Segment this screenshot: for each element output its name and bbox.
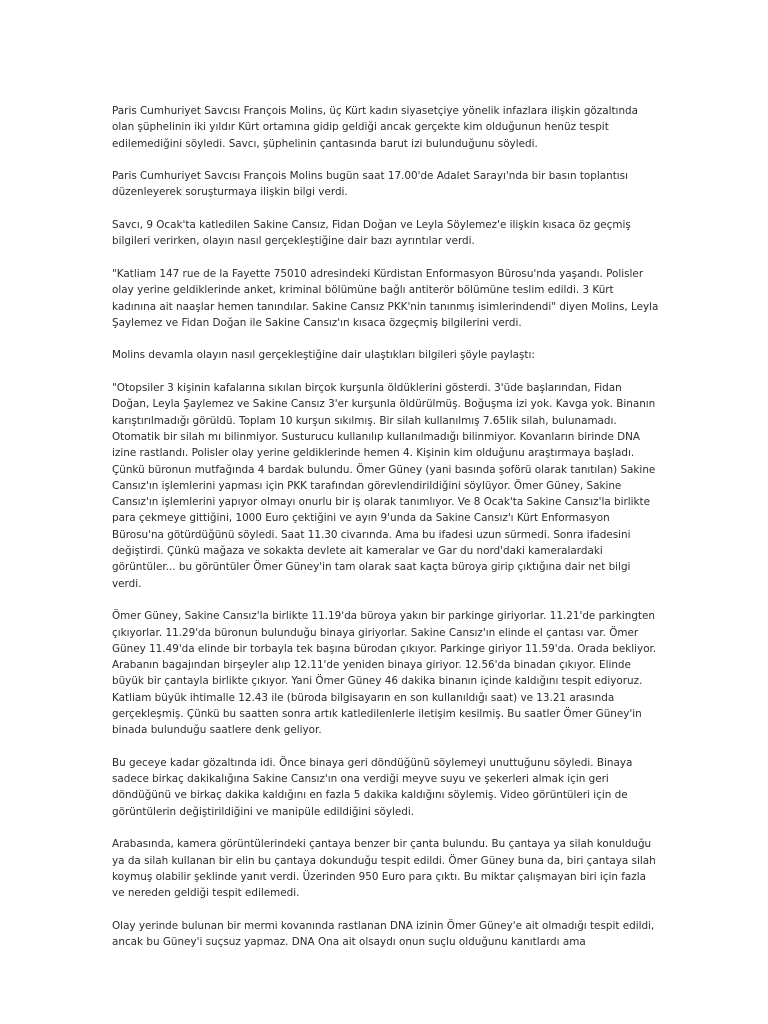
- paragraph-8: Bu geceye kadar gözaltında idi. Önce binaya geri döndüğünü söylemeyi unuttuğunu söyledi. Binaya sadece birkaç dakikalığına Sakine Cansız'ın ona verdiği meyve suyu ve şekerleri almak için geri döndüğünü ve birkaç dakika kaldığını en fazla 5 dakika kaldığını söylemiş. Video görüntüleri için de görüntülerin değiştirildiğini ve manipüle edildiğini söyledi.: [112, 756, 633, 818]
- paragraph-6: "Otopsiler 3 kişinin kafalarına sıkılan birçok kurşunla öldüklerini gösterdi. 3'üde başlarından, Fidan Doğan, Leyla Şaylemez ve Sakine Cansız 3'er kurşunla öldürülmüş. Boğuşma izi yok. Kavga yok. Binanın karıştırılmadığı görüldü. Toplam 10 kurşun sıkılmış. Bir silah kullanılmış 7.65lik silah, bulunamadı. Otomatik bir silah mı bilinmiyor. Susturucu kullanılıp kullanılmadığı bilinmiyor. Kovanların birinde DNA izine rastlandı. Polisler olay yerine geldiklerinde hemen 4. Kişinin kim olduğunu araştırmaya başladı. Çünkü büronun mutfağında 4 bardak bulundu. Ömer Güney (yani basında şoförü olarak tanıtılan) Sakine Cansız'ın işlemlerini yapması için PKK tarafından görevlendirildiğini söylüyor. Ömer Güney, Sakine Cansız'ın işlemlerini yapıyor olmayı onurlu bir iş olarak tanımlıyor. Ve 8 Ocak'ta Sakine Cansız'la birlikte para çekmeye gittiğini, 1000 Euro çektiğini ve ayın 9'unda da Sakine Cansız'ı Kürt Enformasyon Bürosu'na götürdüğünü söyledi. Saat 11.30 civarında. Ama bu ifadesi uzun sürmedi. Sonra ifadesini değiştirdi. Çünkü mağaza ve sokakta devlete ait kameralar ve Gar du nord'daki kameralardaki görüntüler... bu görüntüler Ömer Güney'in tam olarak saat kaçta büroya girip çıktığına dair net bilgi verdi.: [112, 382, 656, 590]
- paragraph-4: "Katliam 147 rue de la Fayette 75010 adresindeki Kürdistan Enformasyon Bürosu'nda yaşandı. Polisler olay yerine geldiklerinde anket, kriminal bölümüne bağlı antiterör bölümüne teslim edildi. 3 Kürt kadınına ait naaşlar hemen tanındılar. Sakine Cansız PKK'nin tanınmış isimlerindendi" diyen Molins, Leyla Şaylemez ve Fidan Doğan ile Sakine Cansız'ın kısaca özgeçmiş bilgilerini verdi.: [112, 267, 659, 329]
- paragraph-2: Paris Cumhuriyet Savcısı François Molins bugün saat 17.00'de Adalet Sarayı'nda bir basın toplantısı düzenleyerek soruşturmaya ilişkin bilgi verdi.: [112, 170, 628, 199]
- paragraph-5: Molins devamla olayın nasıl gerçekleştiğine dair ulaştıkları bilgileri şöyle paylaştı:: [112, 349, 535, 362]
- paragraph-7: Ömer Güney, Sakine Cansız'la birlikte 11.19'da büroya yakın bir parkinge giriyorlar. 11.21'de parkingten çıkıyorlar. 11.29'da büronun bulunduğu binaya giriyorlar. Sakine Cansız'ın elinde el çantası var. Ömer Güney 11.49'da elinde bir torbayla tek başına bürodan çıkıyor. Parkinge giriyor 11.59'da. Orada bekliyor. Arabanın bagajından birşeyler alıp 12.11'de yeniden binaya giriyor. 12.56'da binadan çıkıyor. Elinde büyük bir çantayla birlikte çıkıyor. Yani Ömer Güney 46 dakika binanın içinde kaldığını tespit ediyoruz. Katliam büyük ihtimalle 12.43 ile (büroda bilgisayarın en son kullanıldığı saat) ve 13.21 arasında gerçekleşmiş. Çünkü bu saatten sonra artık katledilenlerle iletişim kesilmiş. Bu saatler Ömer Güney'in binada bulunduğu saatlere denk geliyor.: [112, 610, 657, 737]
- document-page: [112, 103, 660, 950]
- paragraph-3: Savcı, 9 Ocak'ta katledilen Sakine Cansız, Fidan Doğan ve Leyla Söylemez'e ilişkin kısaca öz geçmiş bilgileri verirken, olayın nasıl gerçekleştiğine dair bazı ayrıntılar verdi.: [112, 219, 631, 248]
- paragraph-10: Olay yerinde bulunan bir mermi kovanında rastlanan DNA izinin Ömer Güney'e ait olmadığı tespit edildi, ancak bu Güney'i suçsuz yapmaz. DNA Ona ait olsaydı onun suçlu olduğunu kanıtlardı ama: [112, 919, 655, 949]
- paragraph-1: Paris Cumhuriyet Savcısı François Molins, üç Kürt kadın siyasetçiye yönelik infazlara ilişkin gözaltında olan şüphelinin iki yıldır Kürt ortamına gidip geldiği ancak gerçekte kim olduğunun henüz tespit edilemediğini söyledi. Savcı, şüphelinin çantasında barut izi bulunduğunu söyledi.: [112, 105, 638, 150]
- paragraph-9: Arabasında, kamera görüntülerindeki çantaya benzer bir çanta bulundu. Bu çantaya ya silah konulduğu ya da silah kullanan bir elin bu çantaya dokunduğu tespit edildi. Ömer Güney buna da, biri çantaya silah koymuş olabilir şeklinde yanıt verdi. Üzerinden 950 Euro para çıktı. Bu miktar çalışmayan biri için fazla ve nereden geldiği tespit edilemedi.: [112, 838, 656, 900]
